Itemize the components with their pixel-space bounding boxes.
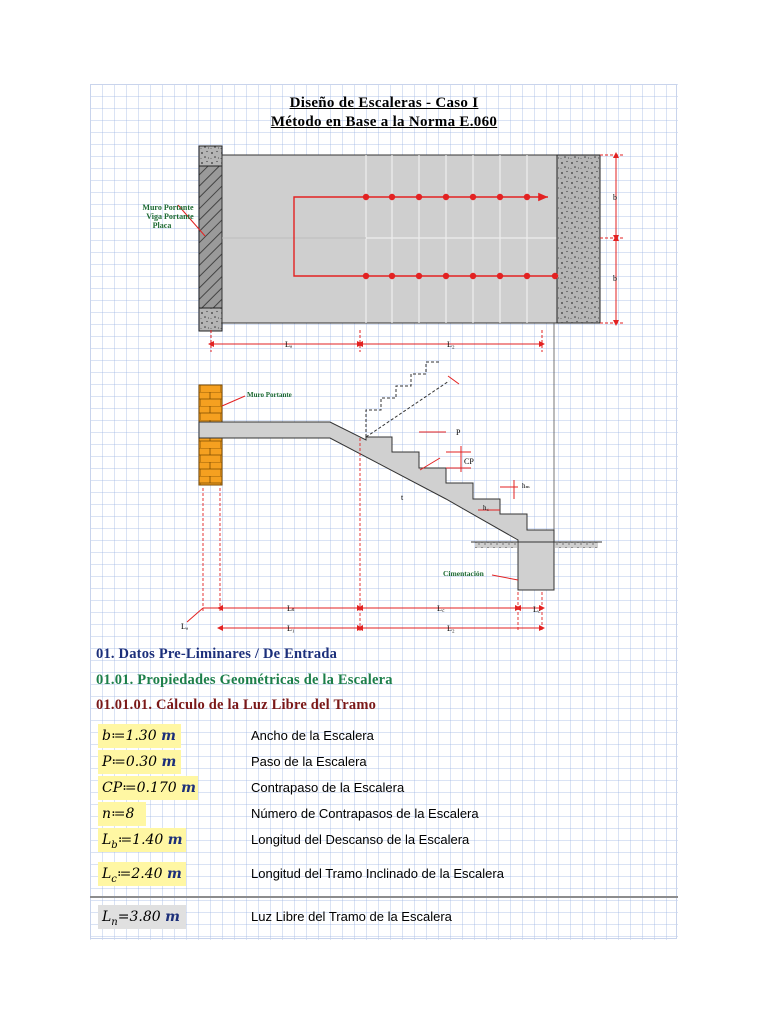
desc-n: Número de Contrapasos de la Escalera bbox=[251, 806, 479, 821]
heading-datos-entrada: 01. Datos Pre-Liminares / De Entrada bbox=[96, 646, 338, 662]
dim-l1: L₁ bbox=[287, 624, 295, 633]
label-hm: hₘ bbox=[522, 482, 530, 490]
heading-propiedades: 01.01. Propiedades Geométricas de la Escalera bbox=[96, 672, 393, 688]
separator-line bbox=[90, 896, 678, 898]
title-line-1: Diseño de Escaleras - Caso I bbox=[289, 95, 479, 111]
result-ln[interactable]: $L_n=3.80$ m bbox=[98, 905, 186, 929]
label-hc: h꜀ bbox=[483, 504, 489, 512]
dim-la: Lₐ bbox=[181, 622, 189, 631]
var-n[interactable]: n≔8 bbox=[98, 802, 146, 826]
section-label-cimentacion: Cimentación bbox=[443, 569, 484, 578]
plan-dim-l-right: L₂ bbox=[447, 340, 455, 349]
var-b[interactable]: b≔1.30 m bbox=[98, 724, 181, 748]
title-line-2: Método en Base a la Norma E.060 bbox=[270, 114, 498, 130]
var-p[interactable]: P≔0.30 m bbox=[98, 750, 181, 774]
var-lc[interactable]: $L_c≔2.40$ m bbox=[98, 862, 186, 886]
plan-label-viga: Viga Portante bbox=[146, 212, 194, 221]
dim-l2: L₂ bbox=[447, 624, 455, 633]
label-cp: CP bbox=[464, 457, 474, 466]
dim-lc: L꜀ bbox=[437, 604, 445, 613]
plan-dim-l-left: Lₐ bbox=[285, 340, 293, 349]
desc-lc: Longitud del Tramo Inclinado de la Escalera bbox=[251, 866, 504, 881]
label-p: P bbox=[456, 428, 461, 437]
plan-label-muro: Muro Portante bbox=[142, 203, 194, 212]
plan-dim-b-top: b bbox=[613, 193, 617, 202]
dim-lb: Lₛ bbox=[287, 604, 295, 613]
desc-cp: Contrapaso de la Escalera bbox=[251, 780, 405, 795]
var-lb[interactable]: $L_b≔1.40$ m bbox=[98, 828, 186, 852]
plan-label-placa: Placa bbox=[152, 221, 172, 230]
section-view bbox=[181, 362, 602, 633]
desc-p: Paso de la Escalera bbox=[251, 754, 367, 769]
desc-ln: Luz Libre del Tramo de la Escalera bbox=[251, 909, 452, 924]
desc-b: Ancho de la Escalera bbox=[251, 728, 374, 743]
var-cp[interactable]: CP≔0.170 m bbox=[98, 776, 198, 800]
desc-lb: Longitud del Descanso de la Escalera bbox=[251, 832, 470, 847]
section-label-muro: Muro Portante bbox=[247, 391, 292, 399]
label-t: t bbox=[401, 493, 404, 502]
heading-luz-libre: 01.01.01. Cálculo de la Luz Libre del Tramo bbox=[96, 697, 377, 713]
plan-dim-b-bottom: b bbox=[613, 274, 617, 283]
dim-ld: L꜀ bbox=[533, 605, 541, 614]
